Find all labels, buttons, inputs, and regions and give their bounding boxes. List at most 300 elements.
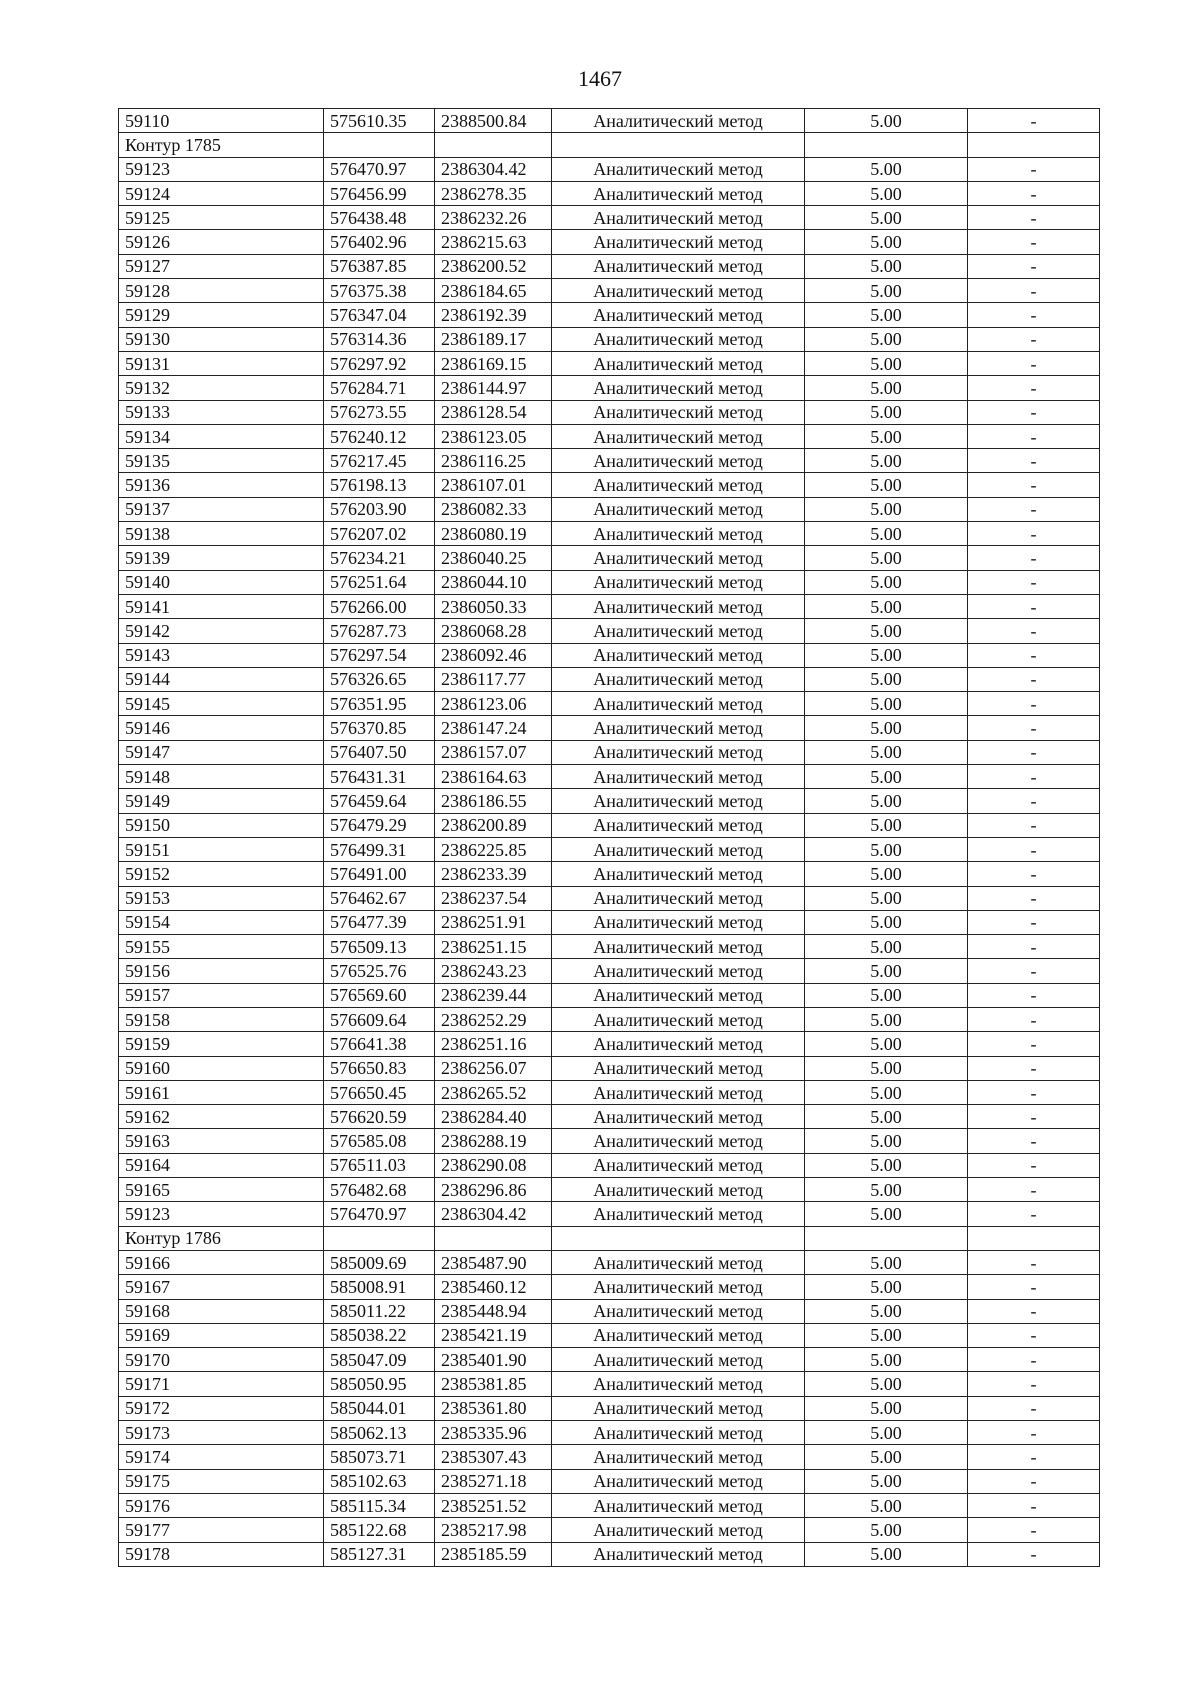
note-cell: - xyxy=(968,1421,1100,1445)
point-id-cell: 59150 xyxy=(119,813,324,837)
y-coordinate-cell: 2386157.07 xyxy=(435,740,552,764)
note-cell: - xyxy=(968,740,1100,764)
method-cell: Аналитический метод xyxy=(552,1178,805,1202)
x-coordinate-cell: 576402.96 xyxy=(324,230,435,254)
y-coordinate-cell: 2386215.63 xyxy=(435,230,552,254)
y-coordinate-cell: 2386225.85 xyxy=(435,837,552,861)
point-id-cell: 59169 xyxy=(119,1323,324,1347)
point-id-cell: 59162 xyxy=(119,1105,324,1129)
x-coordinate-cell: 585062.13 xyxy=(324,1421,435,1445)
method-cell: Аналитический метод xyxy=(552,1493,805,1517)
note-cell: - xyxy=(968,351,1100,375)
method-cell: Аналитический метод xyxy=(552,109,805,133)
error-cell: 5.00 xyxy=(805,1129,968,1153)
table-row xyxy=(119,789,1100,813)
table-row xyxy=(119,1372,1100,1396)
empty-cell xyxy=(324,133,435,157)
x-coordinate-cell: 585050.95 xyxy=(324,1372,435,1396)
note-cell: - xyxy=(968,400,1100,424)
method-cell: Аналитический метод xyxy=(552,1299,805,1323)
y-coordinate-cell: 2386256.07 xyxy=(435,1056,552,1080)
table-row xyxy=(119,1275,1100,1299)
table-row xyxy=(119,279,1100,303)
point-id-cell: 59136 xyxy=(119,473,324,497)
error-cell: 5.00 xyxy=(805,643,968,667)
x-coordinate-cell: 576482.68 xyxy=(324,1178,435,1202)
x-coordinate-cell: 576203.90 xyxy=(324,497,435,521)
point-id-cell: 59129 xyxy=(119,303,324,327)
point-id-cell: 59173 xyxy=(119,1421,324,1445)
table-row xyxy=(119,619,1100,643)
method-cell: Аналитический метод xyxy=(552,862,805,886)
y-coordinate-cell: 2386107.01 xyxy=(435,473,552,497)
error-cell: 5.00 xyxy=(805,1469,968,1493)
point-id-cell: 59172 xyxy=(119,1396,324,1420)
error-cell: 5.00 xyxy=(805,1178,968,1202)
y-coordinate-cell: 2386284.40 xyxy=(435,1105,552,1129)
table-row xyxy=(119,157,1100,181)
method-cell: Аналитический метод xyxy=(552,667,805,691)
x-coordinate-cell: 576217.45 xyxy=(324,449,435,473)
method-cell: Аналитический метод xyxy=(552,1396,805,1420)
method-cell: Аналитический метод xyxy=(552,230,805,254)
note-cell: - xyxy=(968,546,1100,570)
y-coordinate-cell: 2386117.77 xyxy=(435,667,552,691)
point-id-cell: 59156 xyxy=(119,959,324,983)
error-cell: 5.00 xyxy=(805,546,968,570)
contour-header-row xyxy=(119,133,1100,157)
x-coordinate-cell: 585047.09 xyxy=(324,1348,435,1372)
point-id-cell: 59145 xyxy=(119,692,324,716)
point-id-cell: 59151 xyxy=(119,837,324,861)
x-coordinate-cell: 585102.63 xyxy=(324,1469,435,1493)
table-row xyxy=(119,1493,1100,1517)
note-cell: - xyxy=(968,570,1100,594)
table-row xyxy=(119,1421,1100,1445)
y-coordinate-cell: 2386169.15 xyxy=(435,351,552,375)
note-cell: - xyxy=(968,254,1100,278)
note-cell: - xyxy=(968,1348,1100,1372)
x-coordinate-cell: 576479.29 xyxy=(324,813,435,837)
table-row xyxy=(119,522,1100,546)
error-cell: 5.00 xyxy=(805,570,968,594)
note-cell: - xyxy=(968,1007,1100,1031)
x-coordinate-cell: 576207.02 xyxy=(324,522,435,546)
table-row xyxy=(119,667,1100,691)
table-row xyxy=(119,546,1100,570)
note-cell: - xyxy=(968,327,1100,351)
table-row xyxy=(119,449,1100,473)
y-coordinate-cell: 2386147.24 xyxy=(435,716,552,740)
method-cell: Аналитический метод xyxy=(552,619,805,643)
y-coordinate-cell: 2385307.43 xyxy=(435,1445,552,1469)
note-cell: - xyxy=(968,1493,1100,1517)
point-id-cell: 59132 xyxy=(119,376,324,400)
error-cell: 5.00 xyxy=(805,497,968,521)
y-coordinate-cell: 2385421.19 xyxy=(435,1323,552,1347)
method-cell: Аналитический метод xyxy=(552,716,805,740)
method-cell: Аналитический метод xyxy=(552,157,805,181)
x-coordinate-cell: 576198.13 xyxy=(324,473,435,497)
error-cell: 5.00 xyxy=(805,157,968,181)
y-coordinate-cell: 2386044.10 xyxy=(435,570,552,594)
x-coordinate-cell: 576370.85 xyxy=(324,716,435,740)
table-row xyxy=(119,594,1100,618)
error-cell: 5.00 xyxy=(805,619,968,643)
point-id-cell: 59128 xyxy=(119,279,324,303)
contour-label: Контур 1785 xyxy=(119,133,324,157)
table-row xyxy=(119,1105,1100,1129)
x-coordinate-cell: 576347.04 xyxy=(324,303,435,327)
method-cell: Аналитический метод xyxy=(552,1372,805,1396)
point-id-cell: 59161 xyxy=(119,1080,324,1104)
x-coordinate-cell: 585044.01 xyxy=(324,1396,435,1420)
x-coordinate-cell: 576297.92 xyxy=(324,351,435,375)
error-cell: 5.00 xyxy=(805,594,968,618)
note-cell: - xyxy=(968,303,1100,327)
y-coordinate-cell: 2385271.18 xyxy=(435,1469,552,1493)
table-row xyxy=(119,1032,1100,1056)
table-row xyxy=(119,473,1100,497)
point-id-cell: 59170 xyxy=(119,1348,324,1372)
x-coordinate-cell: 576525.76 xyxy=(324,959,435,983)
error-cell: 5.00 xyxy=(805,254,968,278)
error-cell: 5.00 xyxy=(805,837,968,861)
y-coordinate-cell: 2385381.85 xyxy=(435,1372,552,1396)
note-cell: - xyxy=(968,1518,1100,1542)
note-cell: - xyxy=(968,1372,1100,1396)
point-id-cell: 59125 xyxy=(119,206,324,230)
method-cell: Аналитический метод xyxy=(552,1153,805,1177)
y-coordinate-cell: 2385217.98 xyxy=(435,1518,552,1542)
note-cell: - xyxy=(968,837,1100,861)
method-cell: Аналитический метод xyxy=(552,449,805,473)
x-coordinate-cell: 576650.83 xyxy=(324,1056,435,1080)
x-coordinate-cell: 576251.64 xyxy=(324,570,435,594)
empty-cell xyxy=(805,133,968,157)
table-row xyxy=(119,765,1100,789)
point-id-cell: 59135 xyxy=(119,449,324,473)
point-id-cell: 59123 xyxy=(119,1202,324,1226)
method-cell: Аналитический метод xyxy=(552,1275,805,1299)
point-id-cell: 59110 xyxy=(119,109,324,133)
error-cell: 5.00 xyxy=(805,765,968,789)
note-cell: - xyxy=(968,862,1100,886)
method-cell: Аналитический метод xyxy=(552,1421,805,1445)
point-id-cell: 59159 xyxy=(119,1032,324,1056)
empty-cell xyxy=(552,1226,805,1250)
table-row xyxy=(119,643,1100,667)
x-coordinate-cell: 576284.71 xyxy=(324,376,435,400)
x-coordinate-cell: 576641.38 xyxy=(324,1032,435,1056)
point-id-cell: 59127 xyxy=(119,254,324,278)
y-coordinate-cell: 2386200.89 xyxy=(435,813,552,837)
y-coordinate-cell: 2386296.86 xyxy=(435,1178,552,1202)
y-coordinate-cell: 2386265.52 xyxy=(435,1080,552,1104)
x-coordinate-cell: 576509.13 xyxy=(324,935,435,959)
note-cell: - xyxy=(968,619,1100,643)
note-cell: - xyxy=(968,230,1100,254)
error-cell: 5.00 xyxy=(805,473,968,497)
y-coordinate-cell: 2386290.08 xyxy=(435,1153,552,1177)
point-id-cell: 59176 xyxy=(119,1493,324,1517)
note-cell: - xyxy=(968,1056,1100,1080)
point-id-cell: 59134 xyxy=(119,424,324,448)
point-id-cell: 59165 xyxy=(119,1178,324,1202)
x-coordinate-cell: 585008.91 xyxy=(324,1275,435,1299)
method-cell: Аналитический метод xyxy=(552,473,805,497)
y-coordinate-cell: 2386092.46 xyxy=(435,643,552,667)
x-coordinate-cell: 585122.68 xyxy=(324,1518,435,1542)
note-cell: - xyxy=(968,1323,1100,1347)
table-row xyxy=(119,1202,1100,1226)
x-coordinate-cell: 576234.21 xyxy=(324,546,435,570)
point-id-cell: 59148 xyxy=(119,765,324,789)
table-row xyxy=(119,1129,1100,1153)
note-cell: - xyxy=(968,692,1100,716)
y-coordinate-cell: 2386123.06 xyxy=(435,692,552,716)
table-row xyxy=(119,303,1100,327)
error-cell: 5.00 xyxy=(805,449,968,473)
error-cell: 5.00 xyxy=(805,376,968,400)
x-coordinate-cell: 576314.36 xyxy=(324,327,435,351)
empty-cell xyxy=(968,1226,1100,1250)
x-coordinate-cell: 576459.64 xyxy=(324,789,435,813)
error-cell: 5.00 xyxy=(805,1007,968,1031)
error-cell: 5.00 xyxy=(805,1348,968,1372)
note-cell: - xyxy=(968,886,1100,910)
point-id-cell: 59158 xyxy=(119,1007,324,1031)
table-row xyxy=(119,1542,1100,1566)
point-id-cell: 59175 xyxy=(119,1469,324,1493)
x-coordinate-cell: 576240.12 xyxy=(324,424,435,448)
y-coordinate-cell: 2386068.28 xyxy=(435,619,552,643)
x-coordinate-cell: 576491.00 xyxy=(324,862,435,886)
error-cell: 5.00 xyxy=(805,400,968,424)
point-id-cell: 59144 xyxy=(119,667,324,691)
point-id-cell: 59154 xyxy=(119,910,324,934)
point-id-cell: 59137 xyxy=(119,497,324,521)
note-cell: - xyxy=(968,1299,1100,1323)
method-cell: Аналитический метод xyxy=(552,1518,805,1542)
x-coordinate-cell: 585127.31 xyxy=(324,1542,435,1566)
point-id-cell: 59131 xyxy=(119,351,324,375)
error-cell: 5.00 xyxy=(805,692,968,716)
x-coordinate-cell: 576297.54 xyxy=(324,643,435,667)
contour-header-row xyxy=(119,1226,1100,1250)
table-row xyxy=(119,400,1100,424)
y-coordinate-cell: 2386239.44 xyxy=(435,983,552,1007)
x-coordinate-cell: 585115.34 xyxy=(324,1493,435,1517)
table-row xyxy=(119,837,1100,861)
x-coordinate-cell: 576456.99 xyxy=(324,181,435,205)
error-cell: 5.00 xyxy=(805,813,968,837)
point-id-cell: 59141 xyxy=(119,594,324,618)
table-row xyxy=(119,1153,1100,1177)
point-id-cell: 59152 xyxy=(119,862,324,886)
method-cell: Аналитический метод xyxy=(552,1542,805,1566)
coordinates-table xyxy=(118,108,1100,1567)
note-cell: - xyxy=(968,1396,1100,1420)
method-cell: Аналитический метод xyxy=(552,983,805,1007)
error-cell: 5.00 xyxy=(805,1056,968,1080)
coordinates-table-body xyxy=(119,109,1100,1567)
point-id-cell: 59168 xyxy=(119,1299,324,1323)
error-cell: 5.00 xyxy=(805,1153,968,1177)
y-coordinate-cell: 2386123.05 xyxy=(435,424,552,448)
method-cell: Аналитический метод xyxy=(552,424,805,448)
y-coordinate-cell: 2385460.12 xyxy=(435,1275,552,1299)
table-row xyxy=(119,254,1100,278)
table-row xyxy=(119,959,1100,983)
note-cell: - xyxy=(968,279,1100,303)
y-coordinate-cell: 2385448.94 xyxy=(435,1299,552,1323)
note-cell: - xyxy=(968,1202,1100,1226)
error-cell: 5.00 xyxy=(805,959,968,983)
note-cell: - xyxy=(968,1275,1100,1299)
note-cell: - xyxy=(968,1153,1100,1177)
table-row xyxy=(119,376,1100,400)
note-cell: - xyxy=(968,1178,1100,1202)
method-cell: Аналитический метод xyxy=(552,1202,805,1226)
point-id-cell: 59139 xyxy=(119,546,324,570)
point-id-cell: 59126 xyxy=(119,230,324,254)
table-row xyxy=(119,1299,1100,1323)
method-cell: Аналитический метод xyxy=(552,1056,805,1080)
table-row xyxy=(119,206,1100,230)
note-cell: - xyxy=(968,497,1100,521)
error-cell: 5.00 xyxy=(805,886,968,910)
point-id-cell: 59138 xyxy=(119,522,324,546)
y-coordinate-cell: 2386144.97 xyxy=(435,376,552,400)
error-cell: 5.00 xyxy=(805,1542,968,1566)
note-cell: - xyxy=(968,765,1100,789)
table-row xyxy=(119,109,1100,133)
note-cell: - xyxy=(968,1105,1100,1129)
method-cell: Аналитический метод xyxy=(552,1250,805,1274)
note-cell: - xyxy=(968,1250,1100,1274)
error-cell: 5.00 xyxy=(805,1323,968,1347)
x-coordinate-cell: 576511.03 xyxy=(324,1153,435,1177)
empty-cell xyxy=(435,133,552,157)
point-id-cell: 59155 xyxy=(119,935,324,959)
x-coordinate-cell: 576438.48 xyxy=(324,206,435,230)
x-coordinate-cell: 576407.50 xyxy=(324,740,435,764)
error-cell: 5.00 xyxy=(805,716,968,740)
error-cell: 5.00 xyxy=(805,181,968,205)
point-id-cell: 59142 xyxy=(119,619,324,643)
note-cell: - xyxy=(968,983,1100,1007)
method-cell: Аналитический метод xyxy=(552,522,805,546)
error-cell: 5.00 xyxy=(805,279,968,303)
error-cell: 5.00 xyxy=(805,1299,968,1323)
x-coordinate-cell: 575610.35 xyxy=(324,109,435,133)
method-cell: Аналитический метод xyxy=(552,400,805,424)
note-cell: - xyxy=(968,813,1100,837)
y-coordinate-cell: 2386243.23 xyxy=(435,959,552,983)
table-row xyxy=(119,862,1100,886)
x-coordinate-cell: 576470.97 xyxy=(324,1202,435,1226)
error-cell: 5.00 xyxy=(805,1250,968,1274)
y-coordinate-cell: 2386082.33 xyxy=(435,497,552,521)
point-id-cell: 59147 xyxy=(119,740,324,764)
method-cell: Аналитический метод xyxy=(552,206,805,230)
x-coordinate-cell: 576431.31 xyxy=(324,765,435,789)
note-cell: - xyxy=(968,1129,1100,1153)
method-cell: Аналитический метод xyxy=(552,886,805,910)
point-id-cell: 59153 xyxy=(119,886,324,910)
method-cell: Аналитический метод xyxy=(552,692,805,716)
method-cell: Аналитический метод xyxy=(552,813,805,837)
x-coordinate-cell: 585009.69 xyxy=(324,1250,435,1274)
method-cell: Аналитический метод xyxy=(552,497,805,521)
error-cell: 5.00 xyxy=(805,109,968,133)
empty-cell xyxy=(805,1226,968,1250)
note-cell: - xyxy=(968,376,1100,400)
point-id-cell: 59166 xyxy=(119,1250,324,1274)
method-cell: Аналитический метод xyxy=(552,959,805,983)
y-coordinate-cell: 2385401.90 xyxy=(435,1348,552,1372)
table-row xyxy=(119,813,1100,837)
x-coordinate-cell: 576273.55 xyxy=(324,400,435,424)
table-row xyxy=(119,570,1100,594)
y-coordinate-cell: 2386278.35 xyxy=(435,181,552,205)
table-row xyxy=(119,1518,1100,1542)
method-cell: Аналитический метод xyxy=(552,570,805,594)
point-id-cell: 59146 xyxy=(119,716,324,740)
point-id-cell: 59167 xyxy=(119,1275,324,1299)
note-cell: - xyxy=(968,473,1100,497)
table-row xyxy=(119,1056,1100,1080)
point-id-cell: 59143 xyxy=(119,643,324,667)
point-id-cell: 59149 xyxy=(119,789,324,813)
method-cell: Аналитический метод xyxy=(552,1445,805,1469)
method-cell: Аналитический метод xyxy=(552,643,805,667)
method-cell: Аналитический метод xyxy=(552,1348,805,1372)
note-cell: - xyxy=(968,959,1100,983)
table-row xyxy=(119,1445,1100,1469)
error-cell: 5.00 xyxy=(805,230,968,254)
method-cell: Аналитический метод xyxy=(552,1007,805,1031)
table-row xyxy=(119,230,1100,254)
x-coordinate-cell: 576569.60 xyxy=(324,983,435,1007)
method-cell: Аналитический метод xyxy=(552,279,805,303)
table-row xyxy=(119,1348,1100,1372)
note-cell: - xyxy=(968,1080,1100,1104)
error-cell: 5.00 xyxy=(805,1493,968,1517)
y-coordinate-cell: 2386200.52 xyxy=(435,254,552,278)
table-row xyxy=(119,910,1100,934)
point-id-cell: 59174 xyxy=(119,1445,324,1469)
error-cell: 5.00 xyxy=(805,303,968,327)
error-cell: 5.00 xyxy=(805,1202,968,1226)
point-id-cell: 59177 xyxy=(119,1518,324,1542)
note-cell: - xyxy=(968,449,1100,473)
y-coordinate-cell: 2386164.63 xyxy=(435,765,552,789)
point-id-cell: 59164 xyxy=(119,1153,324,1177)
table-row xyxy=(119,351,1100,375)
point-id-cell: 59123 xyxy=(119,157,324,181)
table-row xyxy=(119,497,1100,521)
point-id-cell: 59171 xyxy=(119,1372,324,1396)
x-coordinate-cell: 576477.39 xyxy=(324,910,435,934)
point-id-cell: 59178 xyxy=(119,1542,324,1566)
empty-cell xyxy=(435,1226,552,1250)
method-cell: Аналитический метод xyxy=(552,740,805,764)
table-row xyxy=(119,181,1100,205)
table-row xyxy=(119,886,1100,910)
method-cell: Аналитический метод xyxy=(552,546,805,570)
